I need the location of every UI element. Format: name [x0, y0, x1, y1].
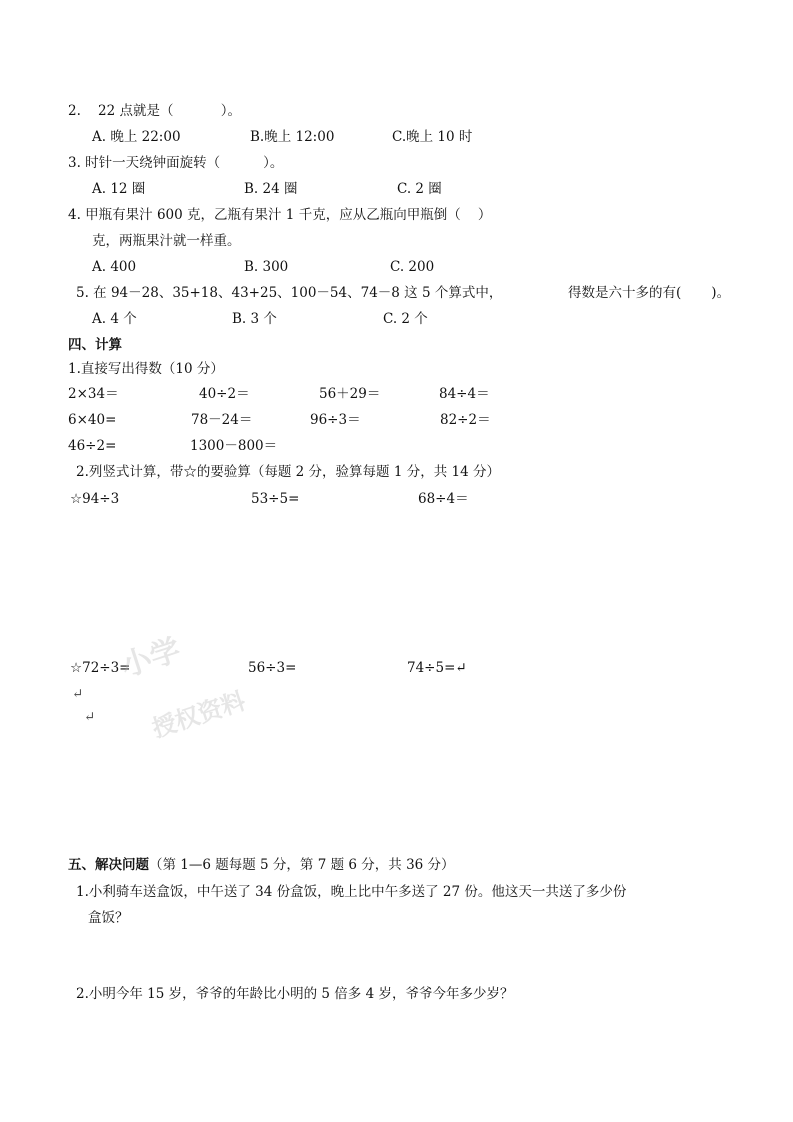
watermark-line2: 授权资料	[148, 685, 249, 744]
section4-title: 四、计算	[68, 337, 122, 353]
q5-option-b: B. 3 个	[232, 311, 277, 327]
problem1-line2: 盒饭？	[88, 910, 129, 926]
calc-item: 2×34＝	[68, 386, 119, 402]
calc-item: 56＋29＝	[319, 386, 381, 402]
calc-item: 6×40=	[68, 412, 117, 428]
calc-item: 96÷3＝	[310, 412, 361, 428]
q4-stem-continued: 克，两瓶果汁就一样重。	[92, 233, 241, 249]
problem2: 2.小明今年 15 岁，爷爷的年龄比小明的 5 倍多 4 岁，爷爷今年多少岁？	[76, 986, 514, 1002]
q4-option-c: C. 200	[390, 259, 435, 275]
return-mark: ↵	[72, 686, 84, 702]
q4-option-a: A. 400	[92, 259, 137, 275]
q4-option-b: B. 300	[244, 259, 289, 275]
vertical-calc-item: ☆72÷3=	[70, 660, 131, 676]
q5-option-c: C. 2 个	[383, 311, 428, 327]
vertical-calc-item: 68÷4＝	[418, 491, 469, 507]
vertical-calc-item: 53÷5=	[251, 491, 300, 507]
watermark-line1: 小学	[117, 632, 186, 685]
vertical-calc-item: 56÷3=	[248, 660, 297, 676]
q2-option-b: B.晚上 12:00	[250, 129, 335, 145]
calc-item: 46÷2=	[68, 438, 117, 454]
q5-stem: 5. 在 94－28、35+18、43+25、100－54、74－8 这 5 个算式中，	[76, 285, 503, 301]
q2-stem: 2. 22 点就是（ ）。	[68, 103, 241, 119]
q3-option-c: C. 2 圈	[397, 181, 442, 197]
q5-stem-right: 得数是六十多的有( )。	[568, 285, 731, 301]
calc-item: 84÷4＝	[439, 386, 490, 402]
calc-item: 40÷2＝	[199, 386, 250, 402]
q4-stem: 4. 甲瓶有果汁 600 克，乙瓶有果汁 1 千克，应从乙瓶向甲瓶倒（ ）	[68, 207, 492, 223]
q2-option-c: C.晚上 10 时	[392, 129, 473, 145]
vertical-calc-item: ☆94÷3	[70, 491, 120, 507]
section4-part2-title: 2.列竖式计算，带☆的要验算（每题 2 分，验算每题 1 分，共 14 分）	[76, 464, 500, 480]
calc-item: 82÷2＝	[440, 412, 491, 428]
problem1-line1: 1.小利骑车送盒饭，中午送了 34 份盒饭，晚上比中午多送了 27 份。他这天一共送了多少份	[76, 884, 627, 900]
calc-item: 78－24＝	[191, 412, 253, 428]
vertical-calc-item: 74÷5=↵	[407, 660, 467, 676]
section5-title-note: （第 1—6 题每题 5 分，第 7 题 6 分，共 36 分）	[149, 857, 455, 873]
watermark	[100, 625, 460, 775]
return-mark: ↵	[84, 709, 96, 725]
calc-item: 1300－800＝	[190, 438, 278, 454]
q3-stem: 3. 时针一天绕钟面旋转（ ）。	[68, 155, 284, 171]
q3-option-b: B. 24 圈	[244, 181, 298, 197]
section4-part1-title: 1.直接写出得数（10 分）	[68, 361, 224, 377]
q2-option-a: A. 晚上 22:00	[92, 129, 181, 145]
section5-header	[68, 856, 455, 874]
q3-option-a: A. 12 圈	[92, 181, 146, 197]
section5-title: 五、解决问题	[68, 857, 149, 873]
q5-option-a: A. 4 个	[92, 311, 137, 327]
